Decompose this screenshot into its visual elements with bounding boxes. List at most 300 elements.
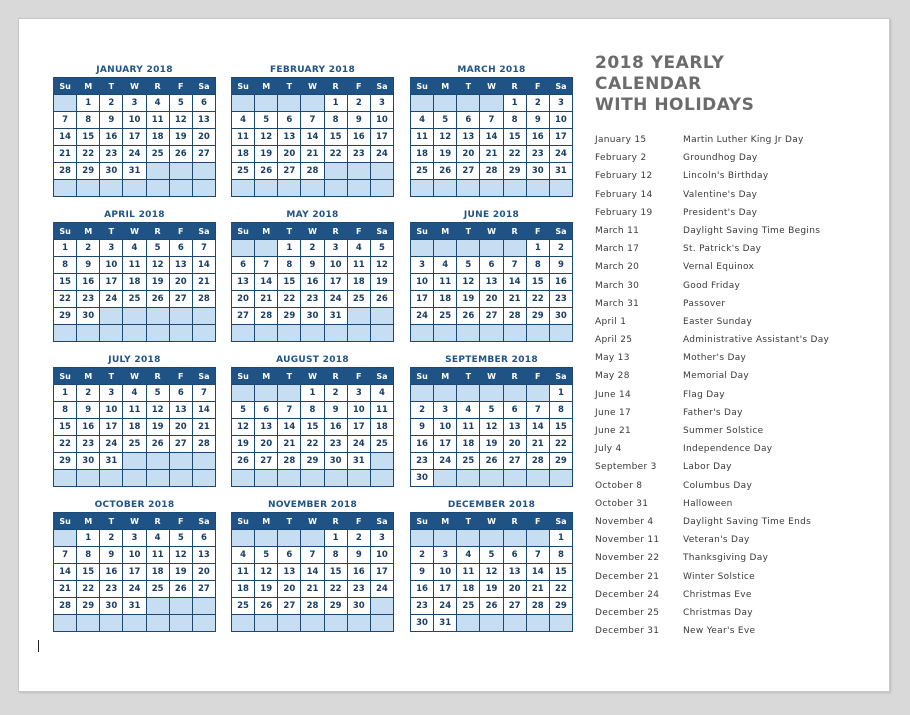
day-cell: 15 [324, 129, 347, 146]
day-cell: 14 [301, 129, 324, 146]
weekday-header: W [123, 78, 146, 95]
week-row [54, 436, 216, 453]
holiday-date: December 25 [595, 607, 660, 618]
day-cell: 11 [347, 257, 370, 274]
day-cell: 26 [480, 598, 503, 615]
day-cell: 2 [100, 95, 123, 112]
day-cell: 1 [549, 530, 572, 547]
day-cell: 19 [146, 274, 169, 291]
day-cell: 21 [255, 291, 278, 308]
day-cell: 15 [324, 564, 347, 581]
day-cell: 23 [77, 291, 100, 308]
day-cell: 4 [457, 402, 480, 419]
day-cell: 29 [503, 163, 526, 180]
day-cell: 27 [169, 291, 192, 308]
weekday-header: W [123, 368, 146, 385]
day-cell: 16 [77, 274, 100, 291]
day-cell: 2 [77, 240, 100, 257]
weekday-header: M [255, 513, 278, 530]
month-title: AUGUST 2018 [276, 355, 349, 365]
empty-day-cell [434, 325, 457, 342]
day-cell: 23 [324, 436, 347, 453]
week-row [232, 547, 394, 564]
day-cell: 4 [123, 240, 146, 257]
empty-day-cell [54, 325, 77, 342]
day-cell: 27 [232, 308, 255, 325]
holiday-name: Groundhog Day [683, 153, 758, 164]
holiday-row [595, 331, 885, 349]
day-cell: 22 [324, 581, 347, 598]
week-row [232, 129, 394, 146]
week-row [232, 581, 394, 598]
weekday-header: M [255, 78, 278, 95]
empty-day-cell [370, 615, 393, 632]
weekday-header-row [54, 513, 216, 530]
day-cell: 5 [146, 385, 169, 402]
empty-day-cell [100, 470, 123, 487]
day-cell: 4 [232, 547, 255, 564]
day-cell: 29 [278, 308, 301, 325]
day-cell: 6 [169, 385, 192, 402]
holiday-list [595, 131, 885, 640]
holiday-name: Martin Luther King Jr Day [683, 135, 804, 145]
day-cell: 18 [146, 564, 169, 581]
day-cell: 18 [457, 436, 480, 453]
day-cell: 16 [301, 274, 324, 291]
month-grid [231, 367, 394, 487]
day-cell: 14 [54, 564, 77, 581]
day-cell: 12 [232, 419, 255, 436]
day-cell: 3 [123, 530, 146, 547]
month-calendar [410, 498, 573, 632]
month-title: SEPTEMBER 2018 [445, 355, 538, 365]
day-cell: 25 [411, 163, 434, 180]
day-cell: 16 [549, 274, 572, 291]
empty-day-cell [324, 163, 347, 180]
empty-day-cell [169, 325, 192, 342]
day-cell: 24 [123, 146, 146, 163]
weekday-header: F [169, 368, 192, 385]
empty-day-cell [192, 308, 215, 325]
holiday-date: March 17 [595, 244, 640, 255]
day-cell: 8 [77, 112, 100, 129]
day-cell: 4 [370, 385, 393, 402]
day-cell: 31 [549, 163, 572, 180]
empty-day-cell [457, 240, 480, 257]
day-cell: 3 [411, 257, 434, 274]
day-cell: 7 [192, 240, 215, 257]
weekday-header: Sa [192, 513, 215, 530]
empty-day-cell [411, 325, 434, 342]
day-cell: 18 [232, 581, 255, 598]
month-title: FEBRUARY 2018 [269, 65, 356, 75]
day-cell: 22 [526, 291, 549, 308]
day-cell: 27 [192, 146, 215, 163]
empty-day-cell [480, 530, 503, 547]
day-cell: 17 [123, 129, 146, 146]
day-cell: 13 [192, 112, 215, 129]
day-cell: 6 [503, 547, 526, 564]
month-title: NOVEMBER 2018 [267, 500, 358, 510]
day-cell: 12 [146, 402, 169, 419]
day-cell: 28 [503, 308, 526, 325]
week-row [232, 470, 394, 487]
day-cell: 29 [54, 308, 77, 325]
day-cell: 4 [457, 547, 480, 564]
holiday-row [595, 440, 885, 458]
day-cell: 17 [100, 419, 123, 436]
weekday-header: F [526, 368, 549, 385]
empty-day-cell [457, 95, 480, 112]
holiday-date: March 20 [595, 262, 640, 273]
empty-day-cell [278, 95, 301, 112]
day-cell: 9 [77, 402, 100, 419]
weekday-header: M [434, 78, 457, 95]
day-cell: 10 [370, 547, 393, 564]
day-cell: 20 [192, 564, 215, 581]
weekday-header: Sa [192, 368, 215, 385]
empty-day-cell [301, 615, 324, 632]
empty-day-cell [324, 325, 347, 342]
day-cell: 20 [278, 581, 301, 598]
week-row [54, 564, 216, 581]
holiday-name: Summer Solstice [683, 426, 764, 436]
day-cell: 10 [100, 402, 123, 419]
holiday-row [595, 240, 885, 258]
weekday-header: R [324, 513, 347, 530]
day-cell: 8 [324, 112, 347, 129]
day-cell: 3 [549, 95, 572, 112]
day-cell: 7 [526, 547, 549, 564]
day-cell: 27 [503, 453, 526, 470]
day-cell: 17 [434, 436, 457, 453]
week-row [411, 564, 573, 581]
day-cell: 31 [324, 308, 347, 325]
weekday-header: W [123, 223, 146, 240]
day-cell: 6 [480, 257, 503, 274]
week-row [411, 240, 573, 257]
day-cell: 10 [434, 564, 457, 581]
day-cell: 16 [411, 581, 434, 598]
day-cell: 3 [370, 530, 393, 547]
day-cell: 28 [301, 163, 324, 180]
day-cell: 9 [526, 112, 549, 129]
weekday-header-row [232, 513, 394, 530]
weekday-header-row [54, 78, 216, 95]
day-cell: 24 [370, 146, 393, 163]
empty-day-cell [255, 240, 278, 257]
day-cell: 9 [549, 257, 572, 274]
holiday-date: May 13 [595, 353, 630, 364]
day-cell: 19 [255, 146, 278, 163]
weekday-header: W [301, 513, 324, 530]
weekday-header: T [100, 513, 123, 530]
empty-day-cell [503, 470, 526, 487]
holiday-date: March 31 [595, 298, 640, 309]
holiday-name: Good Friday [683, 280, 741, 291]
empty-day-cell [457, 385, 480, 402]
day-cell: 29 [526, 308, 549, 325]
empty-day-cell [232, 95, 255, 112]
day-cell: 25 [457, 453, 480, 470]
holiday-date: December 21 [595, 571, 660, 582]
day-cell: 20 [192, 129, 215, 146]
weekday-header: Su [411, 78, 434, 95]
day-cell: 14 [301, 564, 324, 581]
day-cell: 11 [123, 402, 146, 419]
day-cell: 27 [278, 163, 301, 180]
day-cell: 11 [123, 257, 146, 274]
weekday-header: M [434, 368, 457, 385]
week-row [232, 291, 394, 308]
holiday-date: June 14 [595, 389, 632, 400]
holiday-name: Valentine's Day [683, 189, 758, 200]
day-cell: 12 [255, 564, 278, 581]
weekday-header: M [255, 223, 278, 240]
day-cell: 24 [324, 291, 347, 308]
holiday-date: March 30 [595, 280, 640, 291]
day-cell: 24 [411, 308, 434, 325]
week-row [54, 95, 216, 112]
day-cell: 22 [77, 581, 100, 598]
empty-day-cell [278, 180, 301, 197]
day-cell: 29 [301, 453, 324, 470]
day-cell: 10 [123, 547, 146, 564]
weekday-header: R [503, 513, 526, 530]
empty-day-cell [503, 325, 526, 342]
day-cell: 16 [526, 129, 549, 146]
day-cell: 30 [100, 598, 123, 615]
day-cell: 13 [503, 564, 526, 581]
empty-day-cell [77, 615, 100, 632]
week-row [54, 146, 216, 163]
day-cell: 13 [457, 129, 480, 146]
empty-day-cell [278, 615, 301, 632]
empty-day-cell [347, 470, 370, 487]
day-cell: 21 [526, 581, 549, 598]
day-cell: 30 [77, 308, 100, 325]
day-cell: 21 [480, 146, 503, 163]
day-cell: 12 [434, 129, 457, 146]
day-cell: 2 [549, 240, 572, 257]
day-cell: 27 [480, 308, 503, 325]
day-cell: 20 [255, 436, 278, 453]
day-cell: 9 [411, 564, 434, 581]
holiday-date: November 4 [595, 516, 654, 527]
empty-day-cell [457, 530, 480, 547]
empty-day-cell [192, 163, 215, 180]
day-cell: 9 [100, 547, 123, 564]
day-cell: 8 [77, 547, 100, 564]
weekday-header: T [278, 513, 301, 530]
holiday-date: November 11 [595, 535, 660, 546]
day-cell: 3 [434, 547, 457, 564]
empty-day-cell [480, 325, 503, 342]
day-cell: 27 [192, 581, 215, 598]
holiday-row [595, 131, 885, 149]
day-cell: 24 [347, 436, 370, 453]
holiday-name: President's Day [683, 207, 758, 218]
weekday-header: T [100, 223, 123, 240]
week-row [411, 180, 573, 197]
week-row [232, 598, 394, 615]
week-row [411, 274, 573, 291]
holiday-date: April 25 [595, 335, 633, 346]
weekday-header: R [503, 368, 526, 385]
day-cell: 21 [278, 436, 301, 453]
empty-day-cell [480, 385, 503, 402]
day-cell: 24 [434, 598, 457, 615]
empty-day-cell [192, 325, 215, 342]
week-row [54, 615, 216, 632]
week-row [54, 530, 216, 547]
empty-day-cell [526, 615, 549, 632]
holiday-name: Veteran's Day [683, 535, 750, 546]
day-cell: 29 [549, 453, 572, 470]
empty-day-cell [434, 530, 457, 547]
day-cell: 13 [278, 129, 301, 146]
empty-day-cell [457, 615, 480, 632]
week-row [54, 112, 216, 129]
empty-day-cell [100, 180, 123, 197]
day-cell: 9 [77, 257, 100, 274]
holiday-date: May 28 [595, 371, 630, 382]
day-cell: 4 [123, 385, 146, 402]
month-grid [53, 222, 216, 342]
empty-day-cell [324, 615, 347, 632]
day-cell: 4 [411, 112, 434, 129]
day-cell: 15 [77, 564, 100, 581]
day-cell: 2 [77, 385, 100, 402]
holiday-date: January 15 [595, 135, 647, 145]
empty-day-cell [434, 385, 457, 402]
empty-day-cell [347, 325, 370, 342]
day-cell: 10 [347, 402, 370, 419]
day-cell: 24 [100, 436, 123, 453]
holiday-row [595, 531, 885, 549]
empty-day-cell [278, 470, 301, 487]
weekday-header: Su [232, 78, 255, 95]
empty-day-cell [503, 385, 526, 402]
week-row [54, 402, 216, 419]
day-cell: 28 [526, 453, 549, 470]
holiday-date: June 17 [595, 407, 632, 418]
weekday-header: T [457, 368, 480, 385]
holiday-name: Administrative Assistant's Day [683, 335, 830, 346]
day-cell: 28 [192, 436, 215, 453]
holiday-name: Labor Day [683, 462, 732, 473]
day-cell: 7 [278, 402, 301, 419]
holiday-date: February 2 [595, 153, 647, 164]
holiday-date: February 19 [595, 207, 653, 218]
empty-day-cell [411, 95, 434, 112]
holiday-row [595, 477, 885, 495]
week-row [54, 598, 216, 615]
holiday-row [595, 386, 885, 404]
empty-day-cell [192, 470, 215, 487]
weekday-header-row [411, 223, 573, 240]
day-cell: 10 [324, 257, 347, 274]
week-row [54, 291, 216, 308]
week-row [232, 180, 394, 197]
day-cell: 13 [232, 274, 255, 291]
day-cell: 5 [255, 547, 278, 564]
empty-day-cell [146, 615, 169, 632]
weekday-header: F [347, 223, 370, 240]
day-cell: 5 [480, 402, 503, 419]
week-row [54, 419, 216, 436]
day-cell: 20 [503, 581, 526, 598]
day-cell: 23 [301, 291, 324, 308]
day-cell: 25 [123, 436, 146, 453]
day-cell: 16 [347, 129, 370, 146]
day-cell: 15 [278, 274, 301, 291]
week-row [411, 547, 573, 564]
week-row [411, 325, 573, 342]
empty-day-cell [411, 180, 434, 197]
day-cell: 15 [549, 419, 572, 436]
day-cell: 12 [169, 547, 192, 564]
holiday-row [595, 167, 885, 185]
empty-day-cell [146, 325, 169, 342]
month-title: OCTOBER 2018 [94, 500, 175, 510]
holiday-date: April 1 [595, 316, 627, 327]
day-cell: 4 [232, 112, 255, 129]
holiday-name: Memorial Day [683, 371, 750, 382]
day-cell: 18 [123, 419, 146, 436]
day-cell: 5 [232, 402, 255, 419]
day-cell: 24 [100, 291, 123, 308]
weekday-header: Su [54, 368, 77, 385]
day-cell: 23 [347, 146, 370, 163]
day-cell: 18 [370, 419, 393, 436]
week-row [411, 95, 573, 112]
day-cell: 22 [301, 436, 324, 453]
empty-day-cell [480, 95, 503, 112]
day-cell: 5 [169, 530, 192, 547]
day-cell: 26 [370, 291, 393, 308]
weekday-header-row [54, 368, 216, 385]
week-row [232, 163, 394, 180]
day-cell: 22 [549, 436, 572, 453]
day-cell: 17 [347, 419, 370, 436]
holiday-name: New Year's Eve [683, 626, 756, 637]
day-cell: 2 [411, 402, 434, 419]
weekday-header: Sa [370, 513, 393, 530]
day-cell: 17 [123, 564, 146, 581]
day-cell: 30 [324, 453, 347, 470]
holiday-name: Daylight Saving Time Ends [683, 516, 812, 527]
holiday-row [595, 586, 885, 604]
day-cell: 6 [192, 530, 215, 547]
day-cell: 25 [457, 598, 480, 615]
empty-day-cell [549, 180, 572, 197]
day-cell: 25 [434, 308, 457, 325]
day-cell: 28 [278, 453, 301, 470]
day-cell: 8 [54, 257, 77, 274]
day-cell: 28 [301, 598, 324, 615]
day-cell: 10 [100, 257, 123, 274]
empty-day-cell [370, 163, 393, 180]
empty-day-cell [232, 615, 255, 632]
holiday-name: Father's Day [683, 407, 743, 418]
day-cell: 15 [503, 129, 526, 146]
empty-day-cell [434, 470, 457, 487]
empty-day-cell [123, 453, 146, 470]
day-cell: 12 [255, 129, 278, 146]
day-cell: 15 [526, 274, 549, 291]
weekday-header: R [146, 368, 169, 385]
